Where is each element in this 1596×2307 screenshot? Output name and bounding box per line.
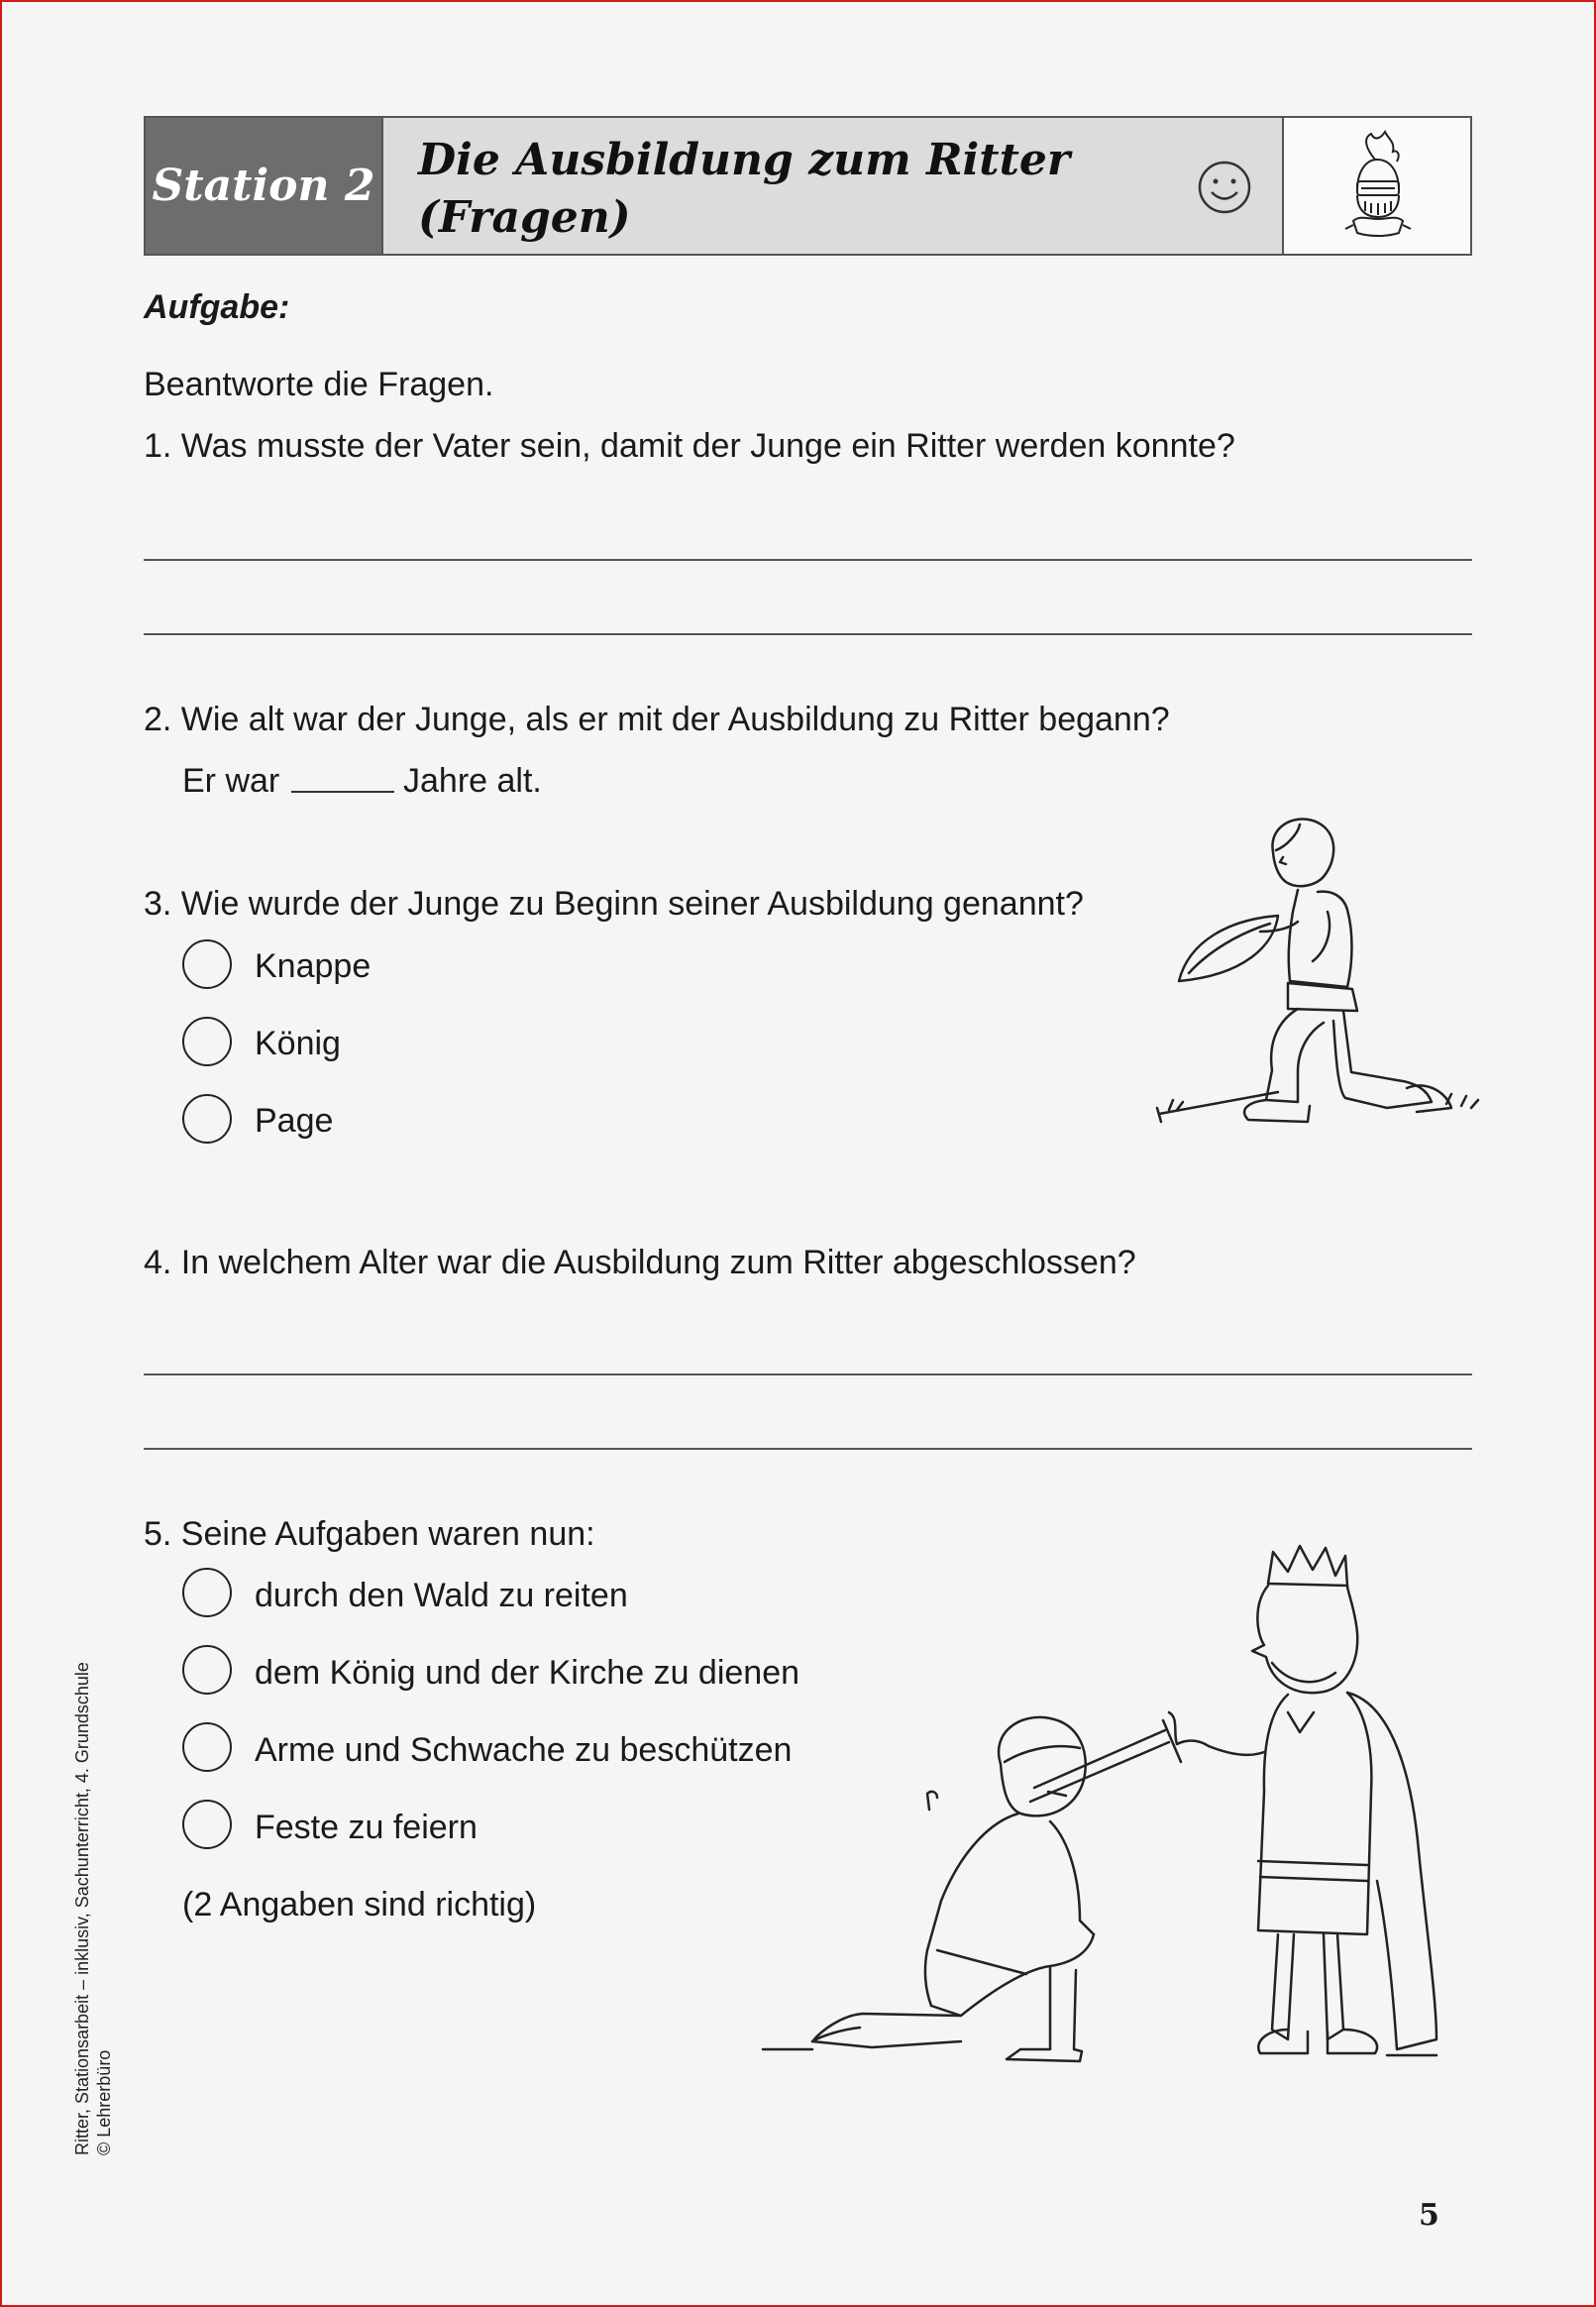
option-label: Feste zu feiern <box>255 1809 478 1846</box>
knight-box <box>1284 118 1470 254</box>
question-2: 2. Wie alt war der Junge, als er mit der Ausbildung zu Ritter begann? <box>144 701 1170 738</box>
question-3: 3. Wie wurde der Junge zu Beginn seiner Ausbildung genannt? <box>144 885 1084 923</box>
answer-line-4b[interactable] <box>144 1448 1472 1450</box>
source-credit-line-2: © Lehrerbüro <box>94 2049 114 2155</box>
source-credit <box>71 1662 115 2155</box>
option-label: Arme und Schwache zu beschützen <box>255 1731 793 1769</box>
question-4: 4. In welchem Alter war die Ausbildung zum Ritter abgeschlossen? <box>144 1244 1136 1281</box>
age-blank[interactable] <box>291 791 394 793</box>
title-line-1: Die Ausbildung zum Ritter <box>418 135 1071 185</box>
station-header <box>144 116 1472 256</box>
page-title <box>418 132 1070 247</box>
knighting-ceremony-illustration <box>753 1534 1446 2148</box>
hint-text: (2 Angaben sind richtig) <box>182 1886 537 1923</box>
title-box <box>383 118 1284 254</box>
option-label: Knappe <box>255 947 372 985</box>
option-checkbox[interactable] <box>182 1017 232 1066</box>
knight-helmet-icon <box>1335 130 1419 245</box>
station-label: Station 2 <box>146 118 383 254</box>
option-label: Page <box>255 1102 334 1140</box>
question-1: 1. Was musste der Vater sein, damit der Junge ein Ritter werden konnte? <box>144 427 1235 465</box>
question-5: 5. Seine Aufgaben waren nun: <box>144 1515 595 1553</box>
fill-suffix: Jahre alt. <box>403 762 542 800</box>
fill-prefix: Er war <box>182 762 280 800</box>
option-checkbox[interactable] <box>182 1800 232 1849</box>
task-label: Aufgabe: <box>144 288 290 326</box>
option-checkbox[interactable] <box>182 1568 232 1617</box>
option-checkbox[interactable] <box>182 1094 232 1144</box>
kneeling-page-illustration <box>1149 813 1486 1130</box>
option-checkbox[interactable] <box>182 1645 232 1695</box>
answer-line-1a[interactable] <box>144 559 1472 561</box>
option-checkbox[interactable] <box>182 1722 232 1772</box>
page-number: 5 <box>1419 2198 1439 2233</box>
task-instruction: Beantworte die Fragen. <box>144 366 494 403</box>
answer-line-1b[interactable] <box>144 633 1472 635</box>
option-checkbox[interactable] <box>182 939 232 989</box>
source-credit-line-1: Ritter, Stationsarbeit – inklusiv, Sachunterricht, 4. Grundschule <box>72 1662 92 2155</box>
answer-line-4a[interactable] <box>144 1373 1472 1375</box>
option-label: König <box>255 1025 341 1062</box>
title-line-2: (Fragen) <box>418 192 631 243</box>
option-label: durch den Wald zu reiten <box>255 1577 628 1614</box>
smiley-icon <box>1195 158 1254 217</box>
option-label: dem König und der Kirche zu dienen <box>255 1654 800 1692</box>
